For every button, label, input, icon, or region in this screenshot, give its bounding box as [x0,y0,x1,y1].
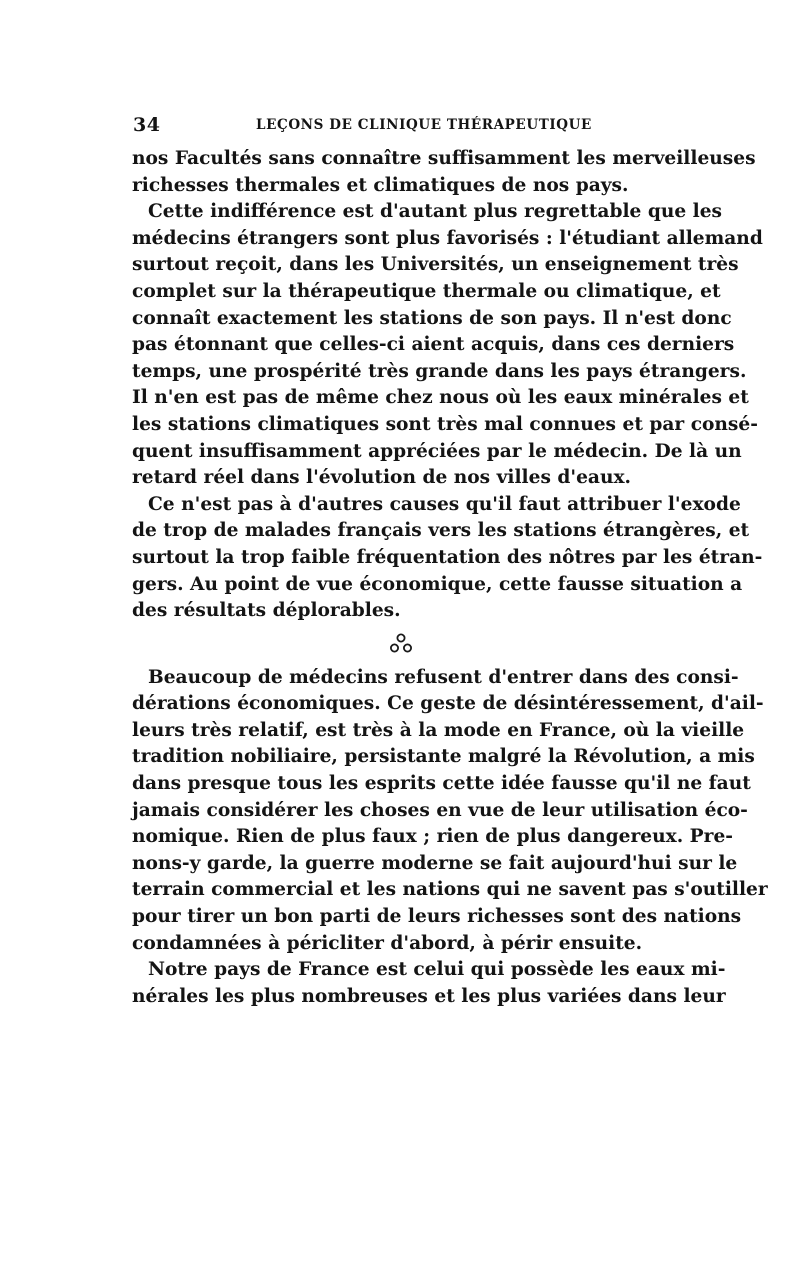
paragraph-1 [132,146,756,199]
text-line: retard réel dans l'évolution de nos villes d'eaux. [132,467,632,489]
text-line: leurs très relatif, est très à la mode en France, où la vieille [132,719,745,741]
text-line: tradition nobiliaire, persistante malgré la Révolution, a mis [132,746,755,768]
text-line: richesses thermales et climatiques de nos pays. [132,174,629,196]
text-line: temps, une prospérité très grande dans les pays étrangers. [132,360,747,382]
page-header [133,114,673,138]
text-line: médecins étrangers sont plus favorisés : l'étudiant allemand [132,227,763,249]
section-break [132,625,674,665]
running-title: LEÇONS DE CLINIQUE THÉRAPEUTIQUE [256,117,592,133]
text-line: Cette indifférence est d'autant plus regrettable que les [148,201,723,223]
text-line: gers. Au point de vue économique, cette fausse situation a [132,573,743,595]
paragraph-5 [132,957,726,1010]
text-line: connaît exactement les stations de son pays. Il n'est donc [132,307,732,329]
text-line: condamnées à péricliter d'abord, à périr ensuite. [132,932,643,954]
text-line: pour tirer un bon parti de leurs richesses sont des nations [132,906,742,928]
paragraph-2 [132,199,763,492]
paragraph-3 [132,492,763,625]
text-line: complet sur la thérapeutique thermale ou climatique, et [132,280,721,302]
text-line: nons-y garde, la guerre moderne se fait aujourd'hui sur le [132,852,738,874]
text-line: pas étonnant que celles-ci aient acquis, dans ces derniers [132,334,735,356]
text-line: Notre pays de France est celui qui possède les eaux mi- [148,959,726,981]
text-line: dans presque tous les esprits cette idée fausse qu'il ne faut [132,773,751,795]
paragraph-4 [132,665,768,958]
text-line: surtout la trop faible fréquentation des nôtres par les étran- [132,546,763,568]
text-line: Ce n'est pas à d'autres causes qu'il faut attribuer l'exode [148,493,741,515]
text-line: nos Facultés sans connaître suffisamment les merveilleuses [132,148,756,169]
text-line: des résultats déplorables. [132,600,401,622]
text-line: terrain commercial et les nations qui ne savent pas s'outiller [132,879,768,901]
text-line: les stations climatiques sont très mal connues et par consé- [132,413,758,435]
text-line: jamais considérer les choses en vue de leur utilisation éco- [132,799,748,821]
page-number: 34 [133,114,161,136]
page-body [132,146,768,1010]
text-line: Il n'en est pas de même chez nous où les eaux minérales et [132,387,749,409]
text-line: nomique. Rien de plus faux ; rien de plus dangereux. Pre- [132,826,733,848]
text-line: quent insuffisamment appréciées par le médecin. De là un [132,440,742,462]
three-circles-asterism-icon [386,629,416,659]
text-line: Beaucoup de médecins refusent d'entrer dans des consi- [148,666,739,688]
text-line: dérations économiques. Ce geste de désintéressement, d'ail- [132,693,764,715]
text-line: de trop de malades français vers les stations étrangères, et [132,520,750,542]
text-line: nérales les plus nombreuses et les plus variées dans leur [132,985,726,1007]
text-line: surtout reçoit, dans les Universités, un enseignement très [132,254,739,276]
